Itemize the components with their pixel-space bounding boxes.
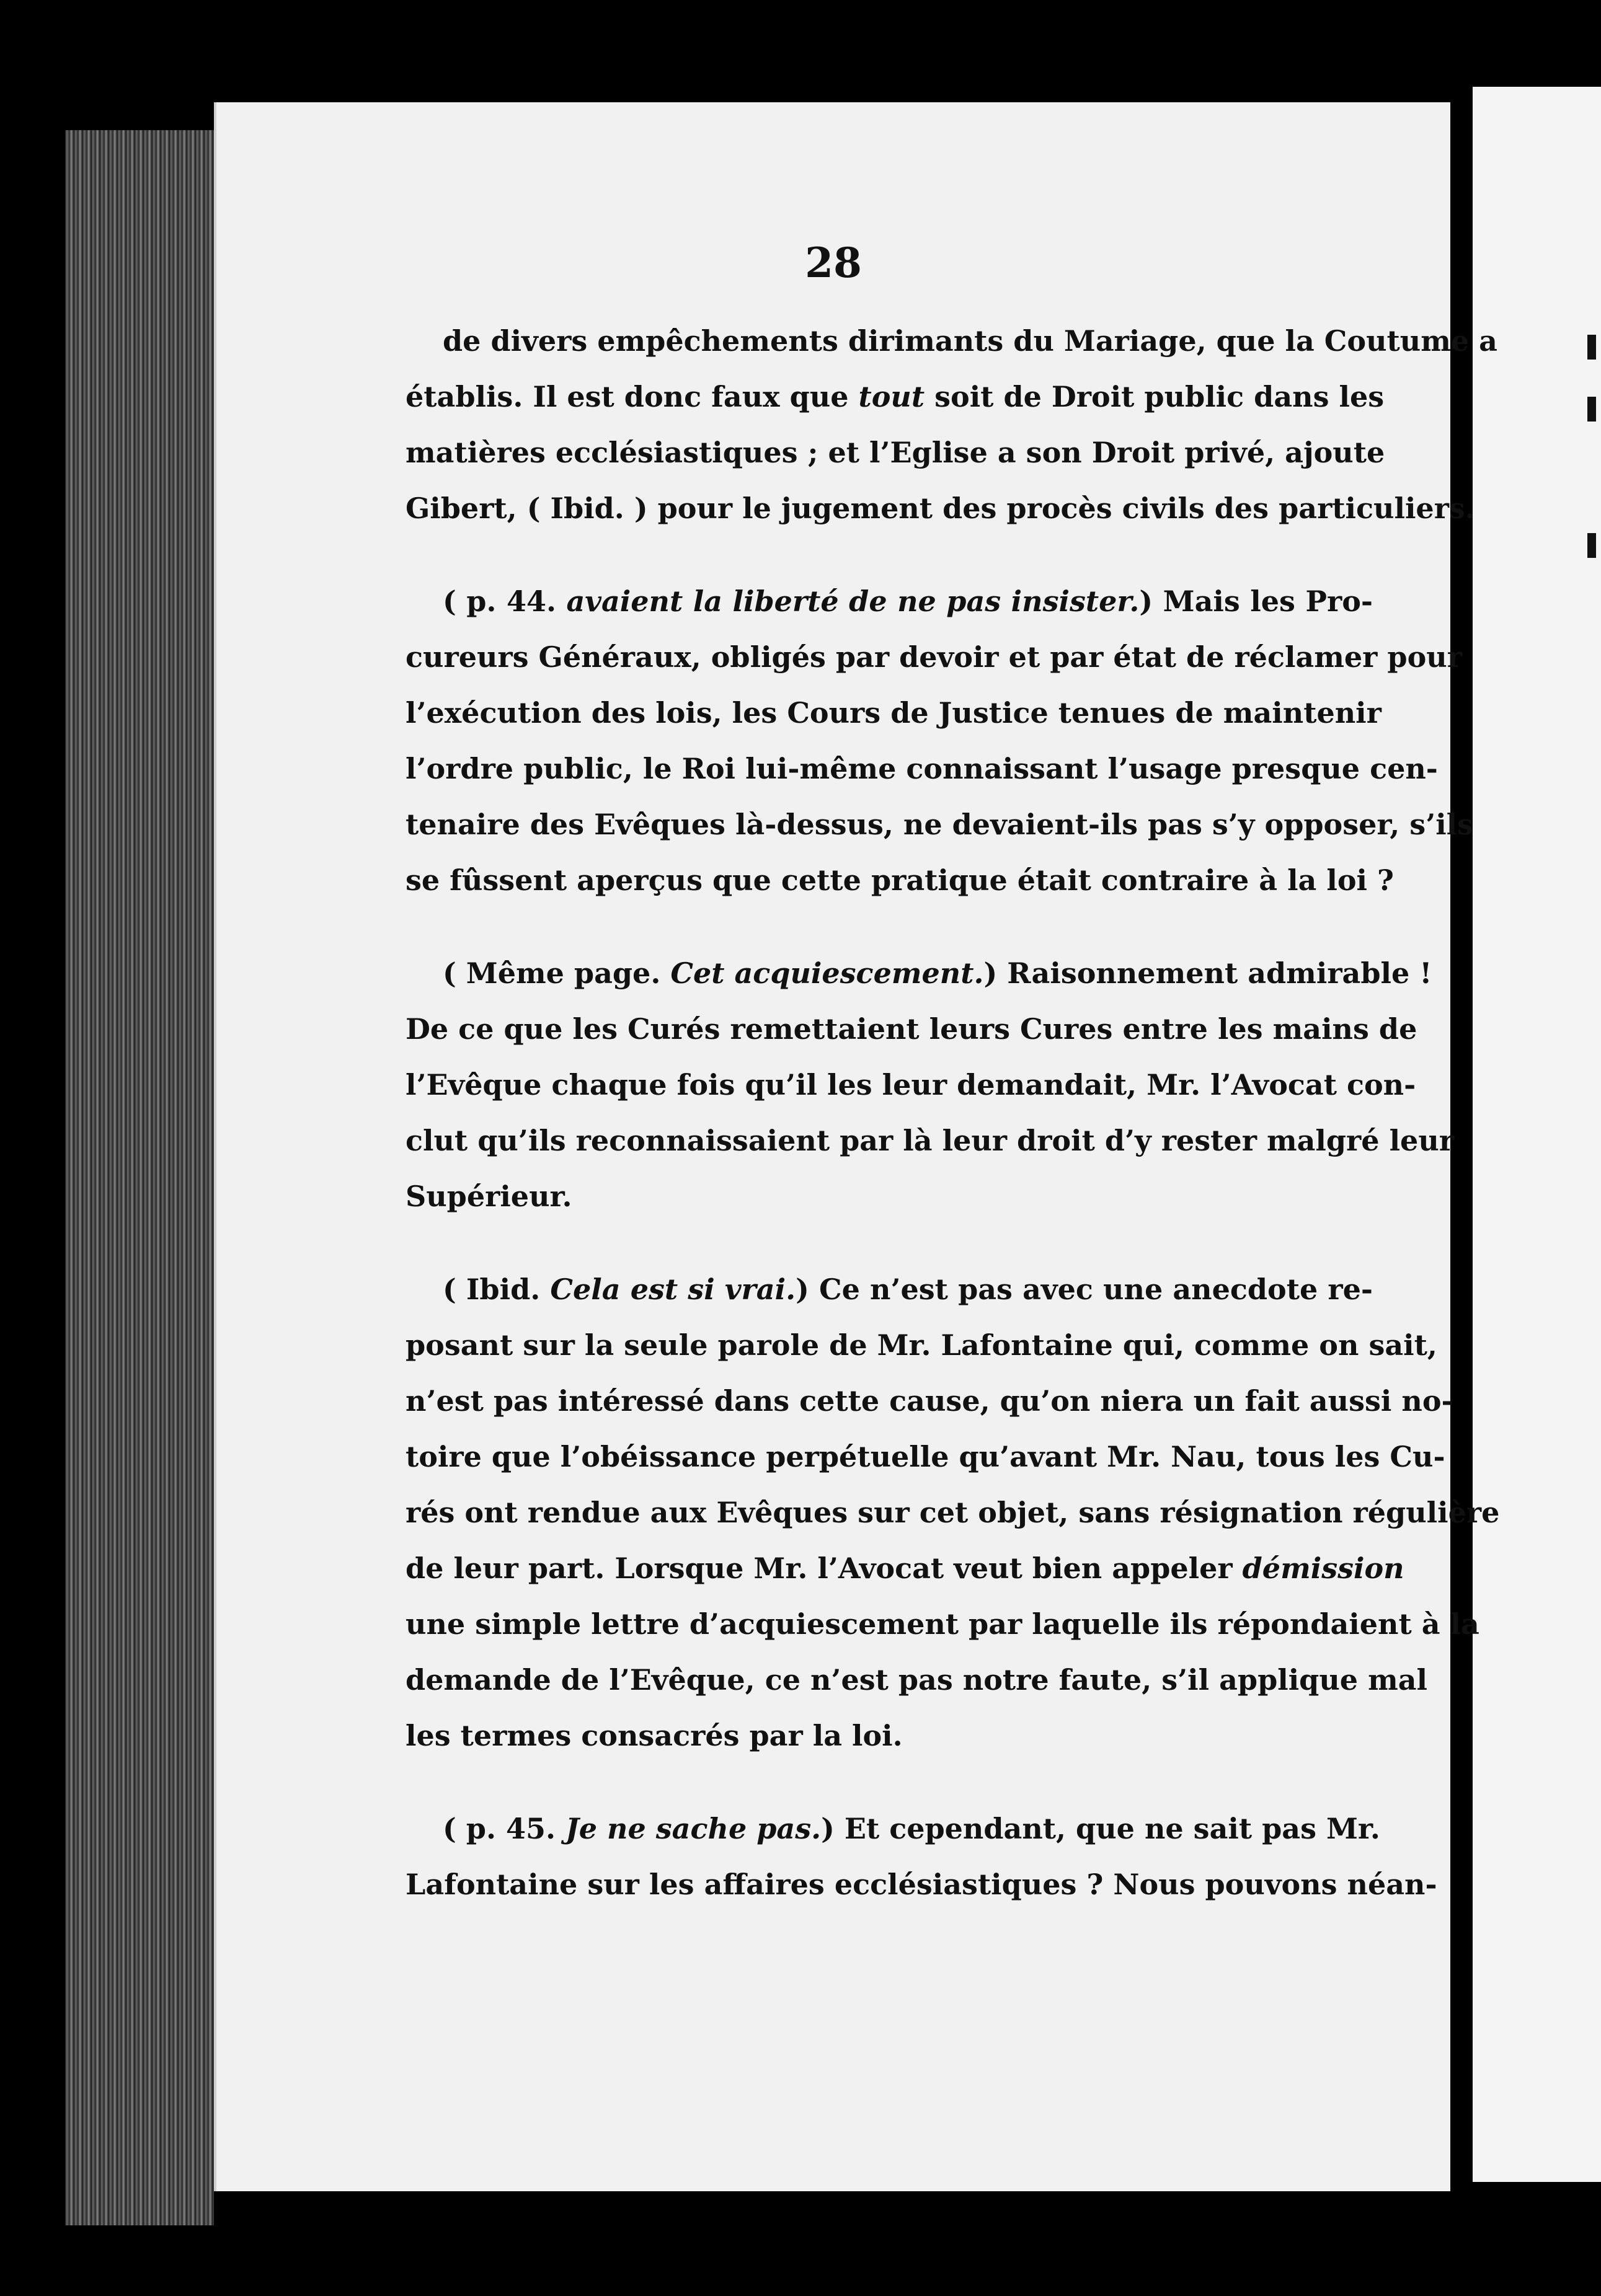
text-run: De ce que les Curés remettaient leurs Cures entre les mains de xyxy=(406,1012,1417,1046)
text-run: posant sur la seule parole de Mr. Lafontaine qui, comme on sait, xyxy=(406,1328,1437,1362)
text-run: ) Raisonnement admirable ! xyxy=(983,956,1432,990)
text-line xyxy=(406,1113,1454,1168)
text-run: une simple lettre d’acquiescement par laquelle ils répondaient à la xyxy=(406,1607,1479,1641)
page-number: 28 xyxy=(805,239,862,287)
text-line xyxy=(406,1373,1453,1429)
text-run: n’est pas intéressé dans cette cause, qu’on niera un fait aussi no- xyxy=(406,1384,1453,1418)
text-line xyxy=(406,1857,1437,1912)
facing-page-mark xyxy=(1587,335,1596,360)
text-run: tenaire des Evêques là-dessus, ne devaient-ils pas s’y opposer, s’ils xyxy=(406,808,1474,841)
text-line xyxy=(406,1485,1500,1540)
text-line xyxy=(406,685,1381,741)
text-line xyxy=(406,313,1497,369)
text-line xyxy=(406,425,1385,480)
text-run: ) Mais les Pro- xyxy=(1139,585,1373,618)
text-run: matières ecclésiastiques ; et l’Eglise a son Droit privé, ajoute xyxy=(406,436,1385,469)
paragraph xyxy=(406,1801,1437,1912)
text-line xyxy=(406,852,1394,908)
text-run: ( p. 44. xyxy=(443,585,567,618)
text-run: soit de Droit public dans les xyxy=(925,380,1385,413)
paragraph xyxy=(406,945,1454,1224)
text-line xyxy=(406,573,1373,629)
facing-page-mark xyxy=(1587,397,1596,422)
facing-page-edge xyxy=(1473,87,1601,2182)
text-run: les termes consacrés par la loi. xyxy=(406,1719,903,1752)
italic-text-run: Cela est si vrai. xyxy=(550,1273,796,1306)
text-run: de divers empêchements dirimants du Mariage, que la Coutume a xyxy=(443,324,1497,358)
text-line xyxy=(406,1001,1417,1057)
text-run: établis. Il est donc faux que xyxy=(406,380,859,413)
text-line xyxy=(406,1261,1373,1317)
text-run: ( Même page. xyxy=(443,956,671,990)
text-run: demande de l’Evêque, ce n’est pas notre faute, s’il applique mal xyxy=(406,1663,1428,1697)
text-run: l’Evêque chaque fois qu’il les leur demandait, Mr. l’Avocat con- xyxy=(406,1068,1416,1102)
text-line xyxy=(406,797,1474,852)
italic-text-run: avaient la liberté de ne pas insister. xyxy=(566,585,1140,618)
text-run: ) Et cependant, que ne sait pas Mr. xyxy=(821,1812,1380,1845)
text-run: Supérieur. xyxy=(406,1180,572,1213)
text-line xyxy=(406,1168,1373,1224)
text-run: l’ordre public, le Roi lui-même connaissant l’usage presque cen- xyxy=(406,752,1438,785)
book-page xyxy=(214,102,1500,2191)
italic-text-run: Je ne sache pas. xyxy=(565,1812,822,1845)
text-run: ( Ibid. xyxy=(443,1273,551,1306)
text-run: l’exécution des lois, les Cours de Justice tenues de maintenir xyxy=(406,696,1381,730)
paragraph xyxy=(406,573,1474,908)
text-line xyxy=(406,1708,1373,1764)
text-line xyxy=(406,1317,1437,1373)
text-run: de leur part. Lorsque Mr. l’Avocat veut bien appeler xyxy=(406,1552,1243,1585)
italic-text-run: tout xyxy=(858,380,925,413)
text-line xyxy=(406,1652,1428,1708)
page-body-text xyxy=(406,313,1500,1912)
text-run: rés ont rendue aux Evêques sur cet objet, sans résignation régulière xyxy=(406,1496,1500,1529)
paragraph xyxy=(406,1261,1500,1764)
text-line xyxy=(406,741,1438,797)
text-run: ( p. 45. xyxy=(443,1812,566,1845)
text-run: Gibert, ( Ibid. ) pour le jugement des procès civils des particuliers. xyxy=(406,492,1475,525)
text-run: clut qu’ils reconnaissaient par là leur droit d’y rester malgré leur xyxy=(406,1124,1454,1157)
italic-text-run: Cet acquiescement. xyxy=(670,956,984,990)
text-run: toire que l’obéissance perpétuelle qu’avant Mr. Nau, tous les Cu- xyxy=(406,1440,1445,1473)
text-line xyxy=(406,1429,1445,1485)
text-run: ) Ce n’est pas avec une anecdote re- xyxy=(796,1273,1373,1306)
text-run: se fûssent aperçus que cette pratique était contraire à la loi ? xyxy=(406,863,1394,897)
text-line xyxy=(406,1540,1404,1596)
text-run: cureurs Généraux, obligés par devoir et par état de réclamer pour xyxy=(406,640,1462,674)
text-line xyxy=(406,1057,1416,1113)
italic-text-run: démission xyxy=(1242,1552,1404,1585)
text-line xyxy=(406,1801,1380,1857)
book-spine-edge xyxy=(65,130,214,2225)
text-line xyxy=(406,629,1462,685)
facing-page-mark xyxy=(1587,533,1596,558)
text-run: Lafontaine sur les affaires ecclésiastiques ? Nous pouvons néan- xyxy=(406,1868,1437,1901)
paragraph xyxy=(406,313,1497,536)
text-line xyxy=(406,1596,1479,1652)
text-line xyxy=(406,945,1432,1001)
text-line xyxy=(406,369,1385,425)
text-line xyxy=(406,480,1475,536)
